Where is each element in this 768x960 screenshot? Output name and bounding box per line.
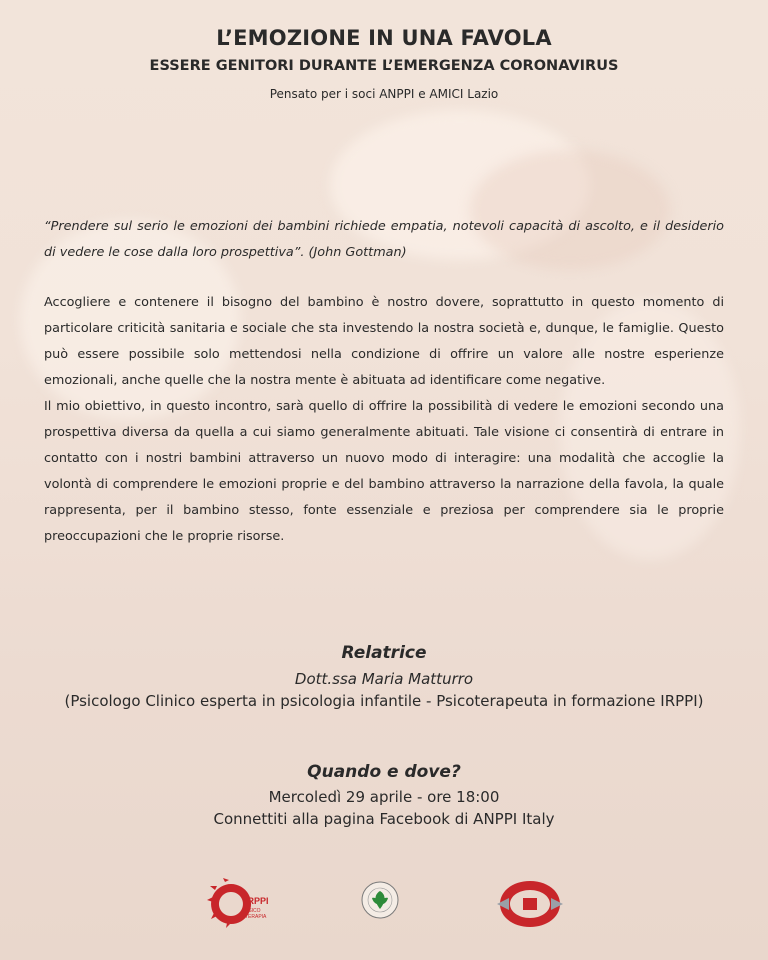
svg-text:PSICO: PSICO	[245, 908, 261, 914]
speaker-role: (Psicologo Clinico esperta in psicologia infantile - Psicoterapeuta in formazione IRPPI)	[64, 692, 704, 710]
event-location: Connettiti alla pagina Facebook di ANPPI Italy	[213, 810, 555, 828]
svg-text:TERAPIA: TERAPIA	[245, 914, 267, 920]
audience-tagline: Pensato per i soci ANPPI e AMICI Lazio	[269, 87, 499, 101]
gottman-quote: “Prendere sul serio le emozioni dei bambini richiede empatia, notevoli capacità di ascolto, e il desiderio di vedere le cose dalla loro prospettiva”. (John Gottman)	[44, 219, 724, 260]
event-date: Mercoledì 29 aprile - ore 18:00	[268, 788, 500, 806]
anppi-seal-logo	[360, 880, 400, 920]
page-subtitle: ESSERE GENITORI DURANTE L’EMERGENZA CORONAVIRUS	[149, 58, 619, 74]
page-title: L’EMOZIONE IN UNA FAVOLA	[216, 26, 552, 50]
event-heading: Quando e dove?	[307, 762, 461, 782]
description-body	[44, 290, 724, 550]
irppi-logo	[205, 878, 271, 928]
speaker-heading: Relatrice	[341, 643, 427, 663]
paragraph: Il mio obiettivo, in questo incontro, sarà quello di offrire la possibilità di vedere le emozioni secondo una prospettiva diversa da quella a cui siamo generalmente abituati. Tale visione ci consentirà di entrare in contatto con i nostri bambini attraverso un nuovo modo di interagire: una modalità che accoglie la volontà di comprendere le emozioni proprie e del bambino attraverso la narrazione della favola, la quale rappresenta, per il bambino stesso, fonte essenziale e preziosa per comprendere sia le proprie preoccupazioni che le proprie risorse.	[44, 399, 724, 544]
paragraph: Accogliere e contenere il bisogno del bambino è nostro dovere, soprattutto in questo momento di particolare criticità sanitaria e sociale che sta investendo la nostra società e, dunque, le famiglie. Questo può essere possibile solo mettendosi nella condizione di offrire un valore alle nostre esperienze emozionali, anche quelle che la nostra mente è abituata ad identificare come negative.	[44, 295, 724, 388]
red-association-logo	[495, 878, 565, 930]
svg-text:IRPPI: IRPPI	[245, 896, 269, 906]
speaker-name: Dott.ssa Maria Matturro	[294, 670, 474, 688]
